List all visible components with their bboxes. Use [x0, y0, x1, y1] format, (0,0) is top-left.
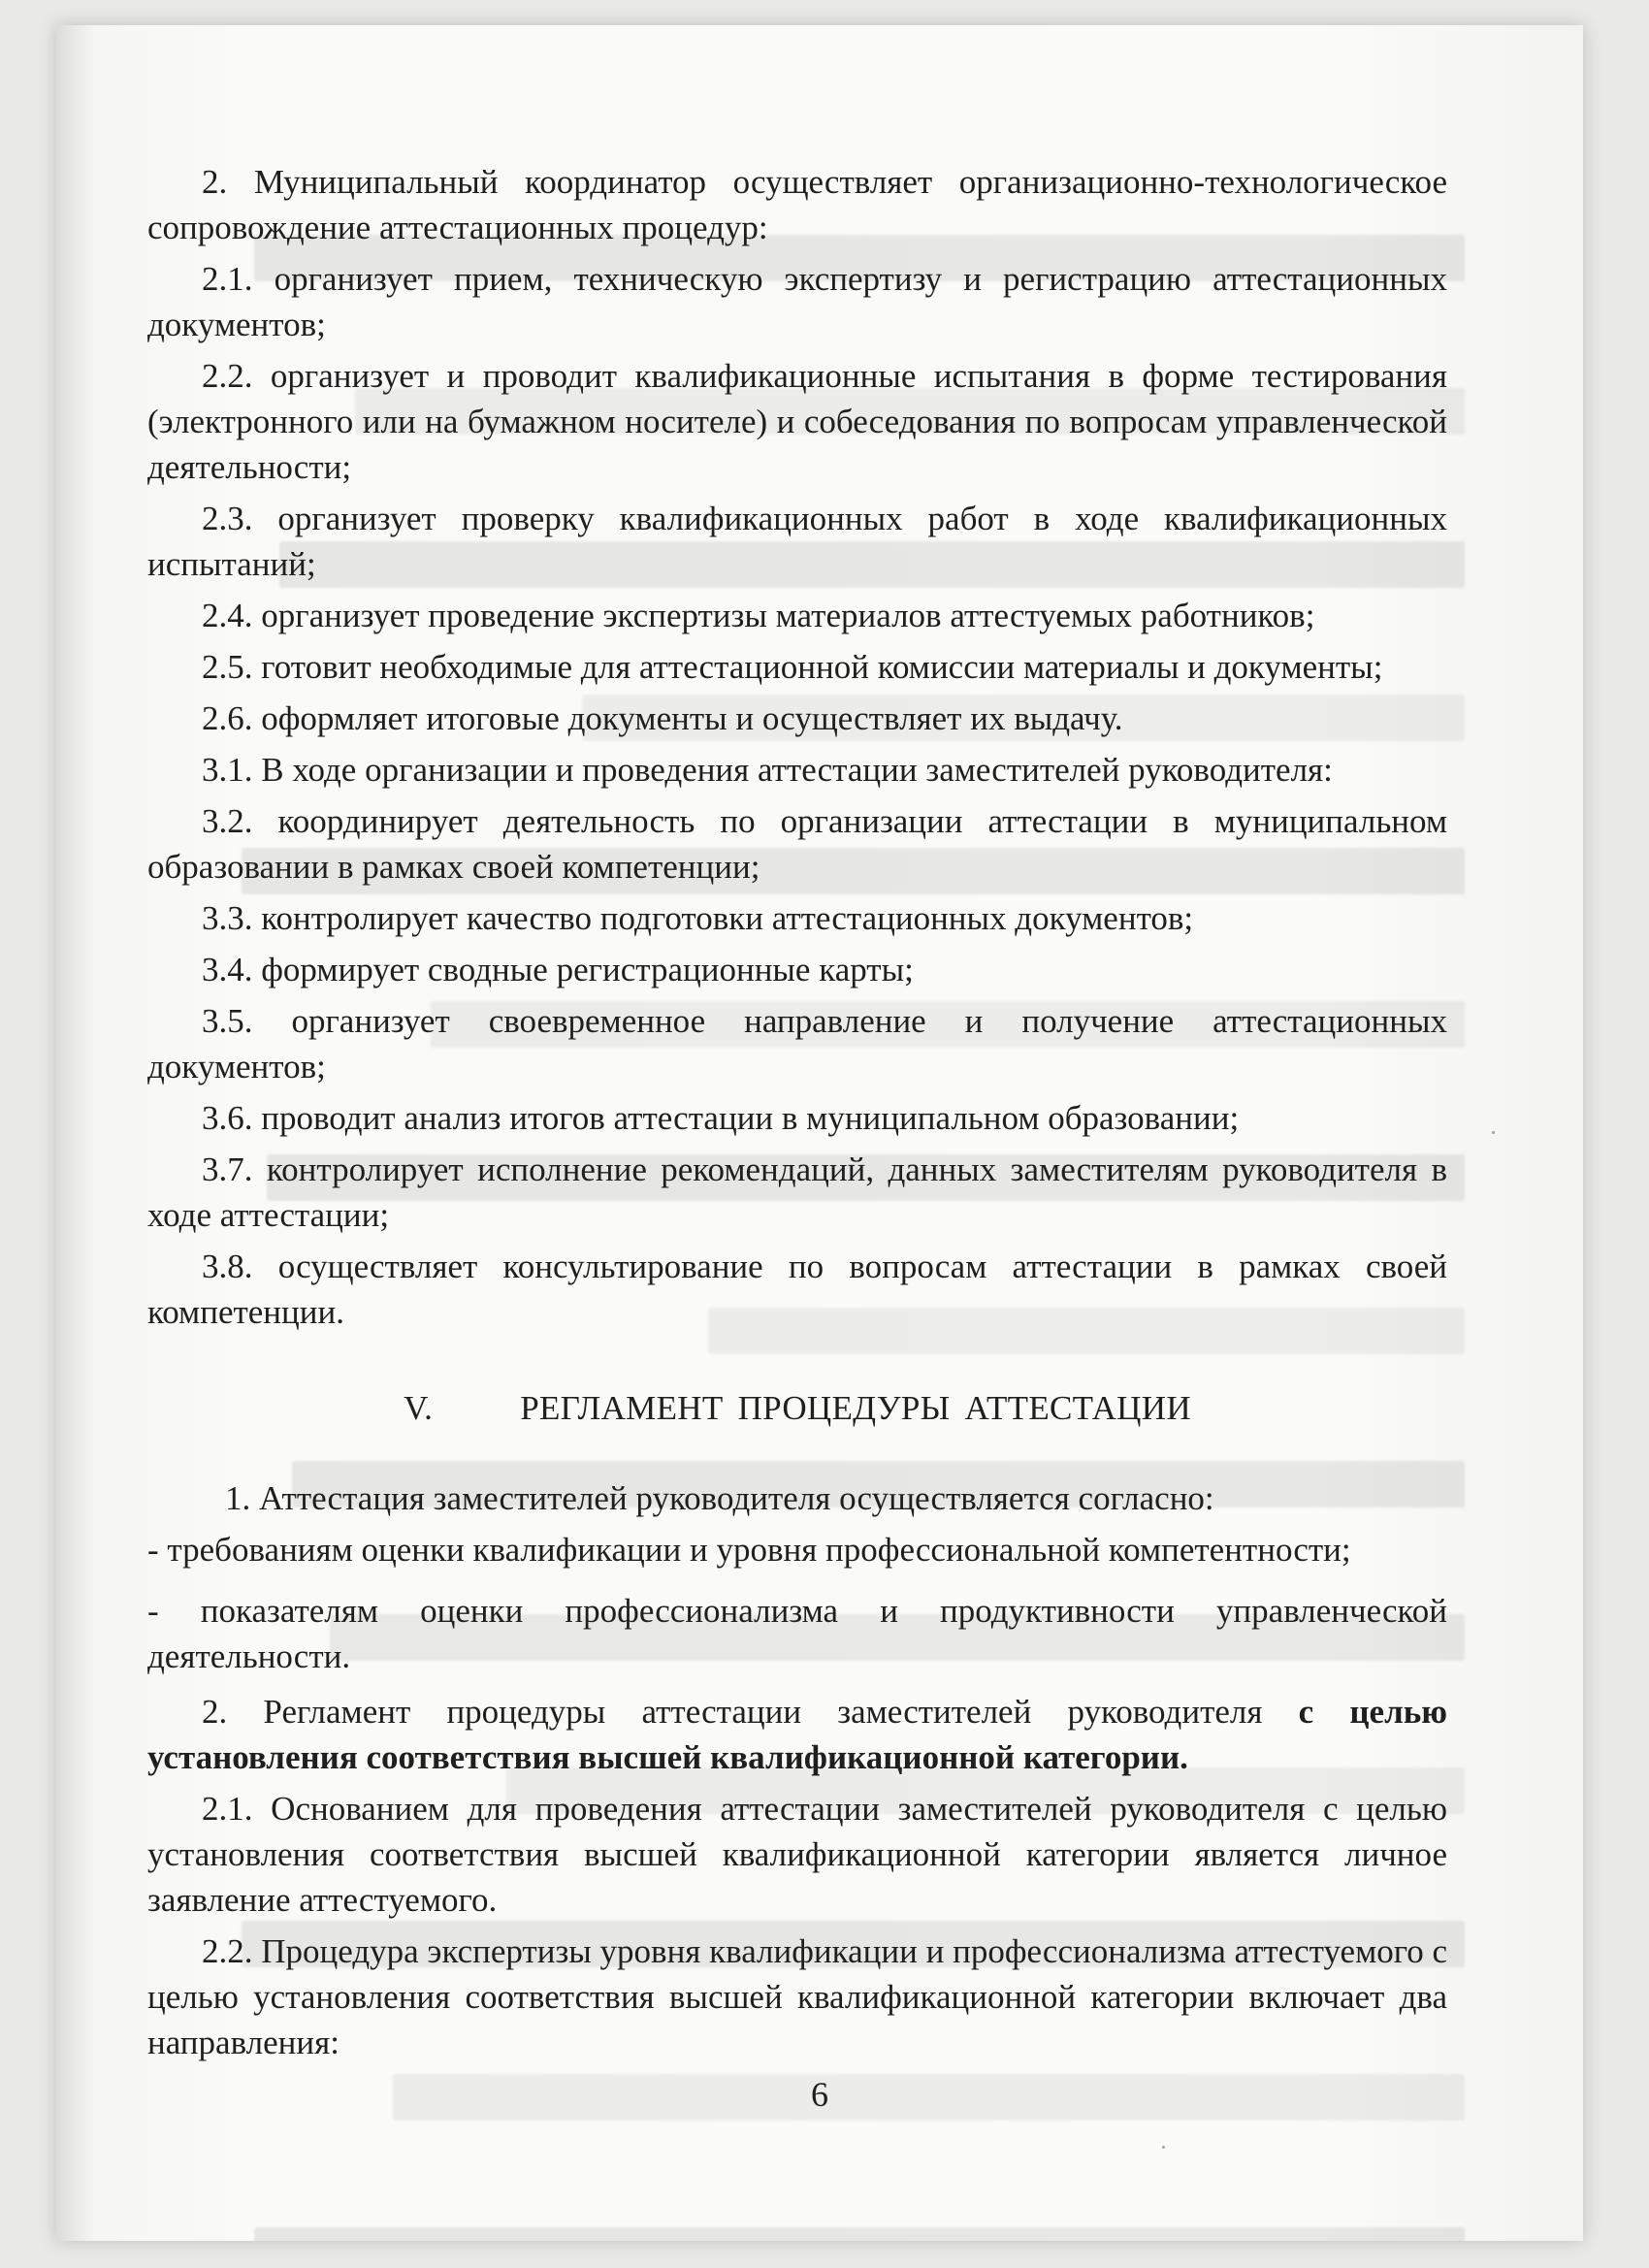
paragraph: 3.5. организует своевременное направление и получение аттестационных документов;	[147, 1002, 1447, 1085]
paragraph: 2.1. Основанием для проведения аттестации заместителей руководителя с целью установления соответствия высшей квалификационной категории является личное заявление аттестуемого.	[147, 1790, 1447, 1919]
paragraph: 2.5. готовит необходимые для аттестационной комиссии материалы и документы;	[202, 648, 1383, 686]
paragraph: 3.8. осуществляет консультирование по вопросам аттестации в рамках своей компетенции.	[147, 1247, 1447, 1331]
paragraph: 2.2. организует и проводит квалификационные испытания в форме тестирования (электронного или на бумажном носителе) и собеседования по вопросам управленческой деятельности;	[147, 357, 1447, 486]
paragraph: 3.4. формирует сводные регистрационные карты;	[202, 951, 914, 988]
paragraph: 2.1. организует прием, техническую экспертизу и регистрацию аттестационных документов;	[147, 260, 1447, 343]
paragraph: 3.1. В ходе организации и проведения аттестации заместителей руководителя:	[202, 751, 1333, 789]
paragraph-bold-text: с целью установления соответствия высшей квалификационной категории.	[147, 1693, 1447, 1776]
paragraph-text: 2. Регламент процедуры аттестации заместителей руководителя	[202, 1693, 1299, 1731]
paragraph: 2. Муниципальный координатор осуществляет организационно-технологическое сопровождение аттестационных процедур:	[147, 163, 1447, 246]
list-item: - требованиям оценки квалификации и уровня профессиональной компетентности;	[147, 1531, 1351, 1569]
paragraph: 3.3. контролирует качество подготовки аттестационных документов;	[202, 899, 1194, 937]
paragraph: 2.3. организует проверку квалификационных работ в ходе квалификационных испытаний;	[147, 500, 1447, 583]
paragraph: 2.6. оформляет итоговые документы и осуществляет их выдачу.	[202, 699, 1123, 737]
paragraph: 3.7. контролирует исполнение рекомендаций, данных заместителям руководителя в ходе аттестации;	[147, 1150, 1447, 1234]
paragraph: 2.4. организует проведение экспертизы материалов аттестуемых работников;	[202, 597, 1315, 634]
scan-speck	[1492, 1131, 1495, 1134]
paragraph	[147, 1689, 1447, 1780]
paragraph: 1. Аттестация заместителей руководителя осуществляется согласно:	[225, 1479, 1214, 1517]
page-number: 6	[811, 2075, 828, 2114]
paragraph: 2.2. Процедура экспертизы уровня квалификации и профессионализма аттестуемого с целью установления соответствия высшей квалификационной категории включает два направления:	[147, 1932, 1447, 2061]
scan-speck	[1162, 2146, 1165, 2149]
scanned-page	[56, 25, 1583, 2241]
paragraph: 3.2. координирует деятельность по организации аттестации в муниципальном образовании в рамках своей компетенции;	[147, 802, 1447, 886]
paragraph: 3.6. проводит анализ итогов аттестации в муниципальном образовании;	[202, 1099, 1240, 1137]
section-heading	[147, 1385, 1447, 1431]
section-title: РЕГЛАМЕНТ ПРОЦЕДУРЫ АТТЕСТАЦИИ	[520, 1389, 1191, 1427]
document-body	[147, 159, 1447, 2065]
list-item: - показателям оценки профессионализма и продуктивности управленческой деятельности.	[147, 1592, 1447, 1675]
section-number: V.	[404, 1389, 434, 1427]
